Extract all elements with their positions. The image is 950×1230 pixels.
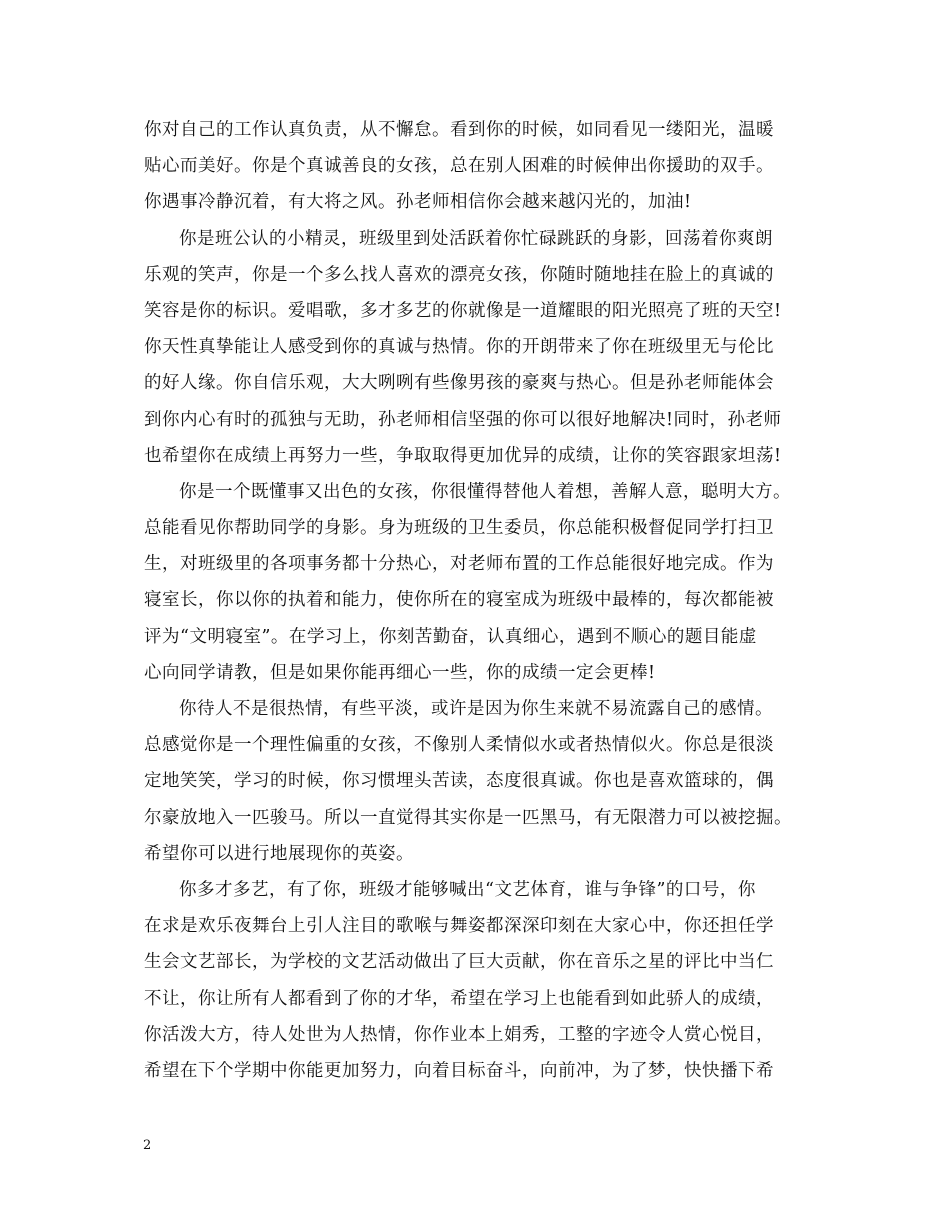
text-line: 的好人缘。你自信乐观，大大咧咧有些像男孩的豪爽与热心。但是孙老师能体会: [144, 373, 774, 394]
text-line: 贴心而美好。你是个真诚善良的女孩，总在别人困难的时候伸出你援助的双手。: [144, 156, 774, 177]
text-line: 寝室长，你以你的执着和能力，使你所在的寝室成为班级中最棒的，每次都能被: [144, 590, 774, 611]
text-line: 到你内心有时的孤独与无助，孙老师相信坚强的你可以很好地解决!同时，孙老师: [144, 409, 782, 430]
text-line: 总能看见你帮助同学的身影。身为班级的卫生委员，你总能积极督促同学打扫卫: [144, 518, 774, 539]
text-line: 你待人不是很热情，有些平淡，或许是因为你生来就不易流露自己的感情。: [179, 699, 773, 719]
text-line: 定地笑笑，学习的时候，你习惯埋头苦读，态度很真诚。你也是喜欢篮球的，偶: [144, 771, 774, 792]
text-line: 总感觉你是一个理性偏重的女孩，不像别人柔情似水或者热情似火。你总是很淡: [144, 735, 774, 756]
text-line: 生会文艺部长，为学校的文艺活动做出了巨大贡献，你在音乐之星的评比中当仁: [144, 952, 774, 973]
text-line: 尔豪放地入一匹骏马。所以一直觉得其实你是一匹黑马，有无限潜力可以被挖掘。: [144, 807, 792, 828]
text-line: 也希望你在成绩上再努力一些，争取取得更加优异的成绩，让你的笑容跟家坦荡!: [144, 445, 782, 466]
page-number: 2: [143, 1138, 152, 1153]
text-line: 你遇事冷静沉着，有大将之风。孙老师相信你会越来越闪光的，加油!: [144, 192, 692, 213]
text-line: 乐观的笑声，你是一个多么找人喜欢的漂亮女孩，你随时随地挂在脸上的真诚的: [144, 264, 774, 285]
text-line: 你天性真挚能让人感受到你的真诚与热情。你的开朗带来了你在班级里无与伦比: [144, 337, 774, 358]
text-line: 评为“文明寝室”。在学习上，你刻苦勤奋，认真细心，遇到不顺心的题目能虚: [144, 626, 757, 647]
text-line: 你多才多艺，有了你，班级才能够喊出“文艺体育，谁与争锋”的口号，你: [179, 879, 756, 900]
text-line: 笑容是你的标识。爱唱歌，多才多艺的你就像是一道耀眼的阳光照亮了班的天空!: [144, 300, 782, 321]
text-line: 你是一个既懂事又出色的女孩，你很懂得替他人着想，善解人意，聪明大方。: [179, 481, 791, 502]
text-line: 你活泼大方，待人处世为人热情，你作业本上娟秀，工整的字迹令人赏心悦目，: [144, 1024, 774, 1045]
text-line: 希望你可以进行地展现你的英姿。: [144, 843, 414, 864]
body-text: [144, 112, 834, 1089]
text-line: 你对自己的工作认真负责，从不懈怠。看到你的时候，如同看见一缕阳光，温暖: [144, 120, 774, 140]
text-line: 心向同学请教，但是如果你能再细心一些，你的成绩一定会更棒!: [144, 662, 656, 683]
text-line: 在求是欢乐夜舞台上引人注目的歌喉与舞姿都深深印刻在大家心中，你还担任学: [144, 916, 774, 937]
text-line: 希望在下个学期中你能更加努力，向着目标奋斗，向前冲，为了梦，快快播下希: [144, 1060, 774, 1081]
text-line: 不让，你让所有人都看到了你的才华，希望在学习上也能看到如此骄人的成绩，: [144, 988, 774, 1009]
text-line: 生，对班级里的各项事务都十分热心，对老师布置的工作总能很好地完成。作为: [144, 554, 774, 575]
text-line: 你是班公认的小精灵，班级里到处活跃着你忙碌跳跃的身影，回荡着你爽朗: [179, 228, 773, 249]
